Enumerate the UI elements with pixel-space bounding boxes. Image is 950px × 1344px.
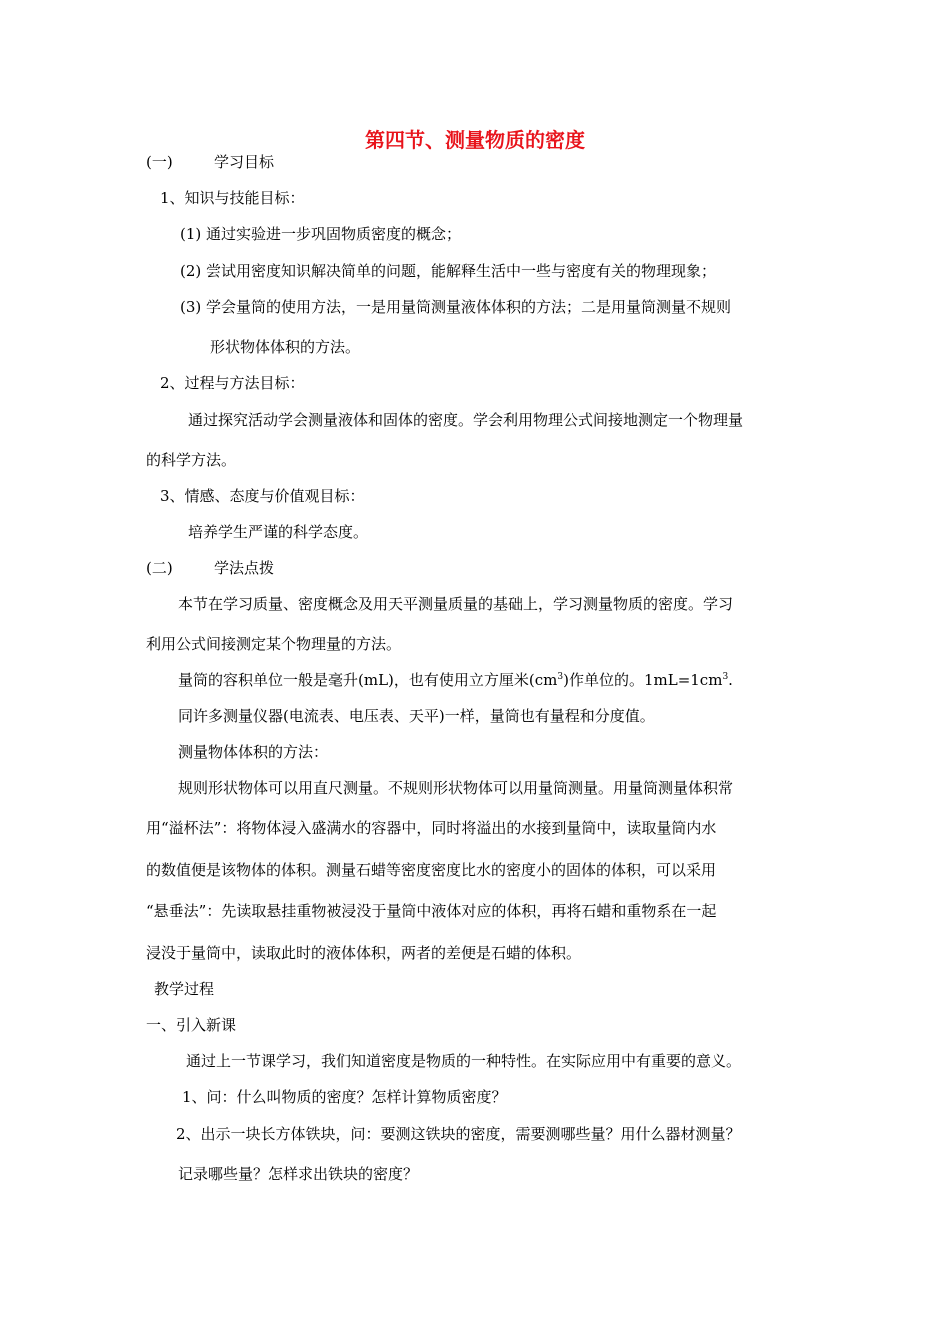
paragraph-line: 的数值便是该物体的体积。测量石蜡等密度密度比水的密度小的固体的体积，可以采用 xyxy=(146,861,717,879)
section-heading-2 xyxy=(146,558,274,578)
text-run: )作单位的。1mL=1cm xyxy=(563,671,723,689)
section-heading-1 xyxy=(146,152,274,172)
text-run: 量筒的容积单位一般是毫升(mL)，也有使用立方厘米(cm xyxy=(178,671,558,689)
paragraph-line: 通过探究活动学会测量液体和固体的密度。学会利用物理公式间接地测定一个物理量 xyxy=(188,411,744,429)
page-title: 第四节、测量物质的密度 xyxy=(365,128,585,152)
paragraph-line: 规则形状物体可以用直尺测量。不规则形状物体可以用量筒测量。用量筒测量体积常 xyxy=(178,779,734,797)
goal-heading-1: 1、知识与技能目标： xyxy=(160,189,305,207)
text-run: . xyxy=(728,671,733,689)
superscript: 3 xyxy=(722,672,729,682)
goal-heading-3: 3、情感、态度与价值观目标： xyxy=(160,487,365,505)
paragraph-line: 培养学生严谨的科学态度。 xyxy=(188,523,369,541)
paragraph-line: 记录哪些量？怎样求出铁块的密度？ xyxy=(178,1165,419,1183)
paragraph-line: 通过上一节课学习，我们知道密度是物质的一种特性。在实际应用中有重要的意义。 xyxy=(186,1052,742,1070)
goal-item: 形状物体体积的方法。 xyxy=(210,338,361,356)
paragraph-line xyxy=(178,670,733,690)
paragraph-line: 本节在学习质量、密度概念及用天平测量质量的基础上，学习测量物质的密度。学习 xyxy=(178,595,734,613)
paragraph-line: 的科学方法。 xyxy=(146,451,237,469)
section-label: 学习目标 xyxy=(214,153,275,171)
process-heading: 教学过程 xyxy=(154,980,215,998)
paragraph-line: 2、出示一块长方体铁块，问：要测这铁块的密度，需要测哪些量？用什么器材测量？ xyxy=(176,1125,741,1143)
section-number: (一) xyxy=(146,153,173,171)
section-number: (二) xyxy=(146,559,173,577)
section-label: 学法点拨 xyxy=(214,559,275,577)
paragraph-line: 浸没于量筒中，读取此时的液体体积，两者的差便是石蜡的体积。 xyxy=(146,944,582,962)
superscript: 3 xyxy=(557,672,564,682)
paragraph-line: 测量物体体积的方法： xyxy=(178,743,329,761)
paragraph-line: 用“溢杯法”：将物体浸入盛满水的容器中，同时将溢出的水接到量筒中，读取量筒内水 xyxy=(146,819,717,837)
goal-item: (3) 学会量筒的使用方法，一是用量筒测量液体体积的方法；二是用量筒测量不规则 xyxy=(180,298,732,316)
goal-heading-2: 2、过程与方法目标： xyxy=(160,374,305,392)
paragraph-line: 利用公式间接测定某个物理量的方法。 xyxy=(146,635,402,653)
goal-item: (1) 通过实验进一步巩固物质密度的概念； xyxy=(180,225,462,243)
paragraph-line: 1、问：什么叫物质的密度？怎样计算物质密度？ xyxy=(182,1088,507,1106)
goal-item: (2) 尝试用密度知识解决简单的问题，能解释生活中一些与密度有关的物理现象； xyxy=(180,262,717,280)
paragraph-line: “悬垂法”：先读取悬挂重物被浸没于量筒中液体对应的体积，再将石蜡和重物系在一起 xyxy=(146,902,717,920)
paragraph-line: 同许多测量仪器(电流表、电压表、天平)一样，量筒也有量程和分度值。 xyxy=(178,707,655,725)
process-subheading: 一、引入新课 xyxy=(146,1016,237,1034)
